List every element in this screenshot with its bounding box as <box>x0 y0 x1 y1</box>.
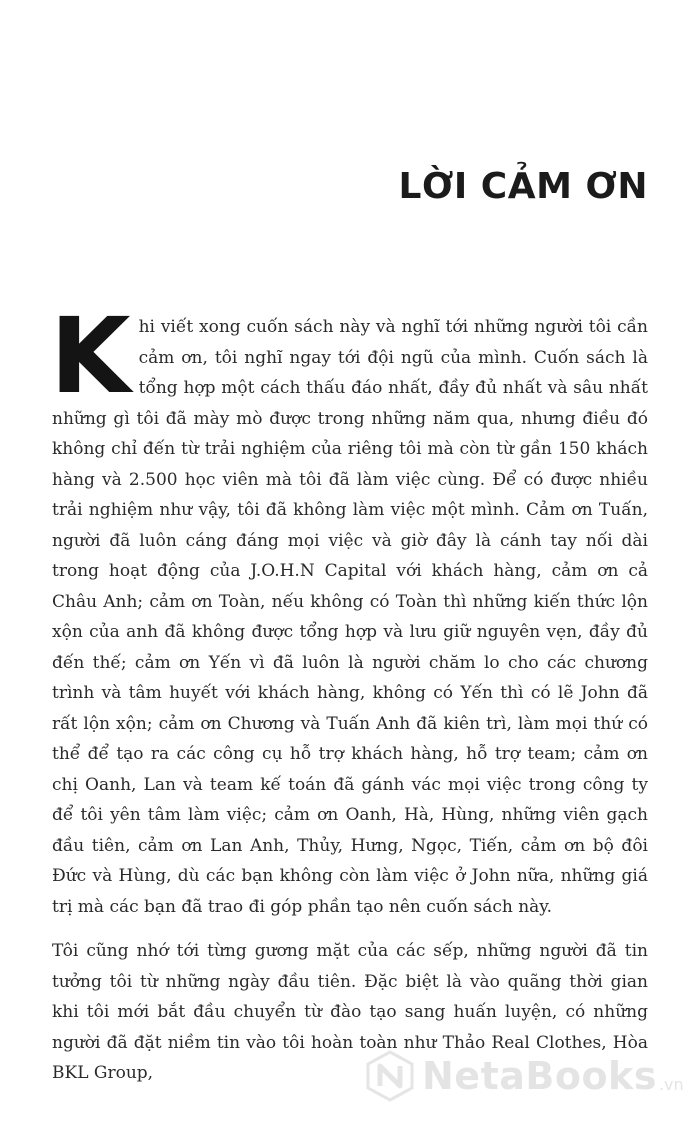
netabooks-logo-icon <box>364 1050 416 1102</box>
body-text <box>50 295 648 1103</box>
drop-cap: K <box>50 295 131 417</box>
watermark-brand: NetaBooks <box>422 1054 657 1098</box>
paragraph-1-text: hi viết xong cuốn sách này và nghĩ tới những người tôi cần cảm ơn, tôi nghĩ ngay tới đội ngũ của mình. Cuốn sách là tổng hợp một cách thấu đáo nhất, đầy đủ nhất và sâu nhất những gì tôi đã mày mò được trong những năm qua, nhưng điều đó không chỉ đến từ trải nghiệm của riêng tôi mà còn từ gần 150 khách hàng và 2.500 học viên mà tôi đã làm việc cùng. Để có được nhiều trải nghiệm như vậy, tôi đã không làm việc một mình. Cảm ơn Tuấn, người đã luôn cáng đáng mọi việc và giờ đây là cánh tay nối dài trong hoạt động của J.O.H.N Capital với khách hàng, cảm ơn cả Châu Anh; cảm ơn Toàn, nếu không có Toàn thì những kiến thức lộn xộn của anh đã không được tổng hợp và lưu giữ nguyên vẹn, đầy đủ đến thế; cảm ơn Yến vì đã luôn là người chăm lo cho các chương trình và tâm huyết với khách hàng, không có Yến thì có lẽ John đã rất lộn xộn; cảm ơn Chương và Tuấn Anh đã kiên trì, làm mọi thứ có thể để tạo ra các công cụ hỗ trợ khách hàng, hỗ trợ team; cảm ơn chị Oanh, Lan và team kế toán đã gánh vác mọi việc trong công ty để tôi yên tâm làm việc; cảm ơn Oanh, Hà, Hùng, những viên gạch đầu tiên, cảm ơn Lan Anh, Thủy, Hưng, Ngọc, Tiến, cảm ơn bộ đôi Đức và Hùng, dù các bạn không còn làm việc ở John nữa, những giá trị mà các bạn đã trao đi góp phần tạo nên cuốn sách này. <box>52 317 648 917</box>
paragraph-2: Tôi cũng nhớ tới từng gương mặt của các sếp, những người đã tin tưởng tôi từ những ngày đầu tiên. Đặc biệt là vào quãng thời gian khi tôi mới bắt đầu chuyển từ đào tạo sang huấn luyện, có những người đã đặt niềm tin vào tôi hoàn toàn như Thảo Real Clothes, Hòa BKL Group, <box>52 941 648 1083</box>
watermark-suffix: .vn <box>658 1075 684 1094</box>
watermark <box>364 1046 684 1106</box>
page-title: LỜI CẢM ƠN <box>398 166 648 208</box>
paragraph-1 <box>50 295 648 922</box>
